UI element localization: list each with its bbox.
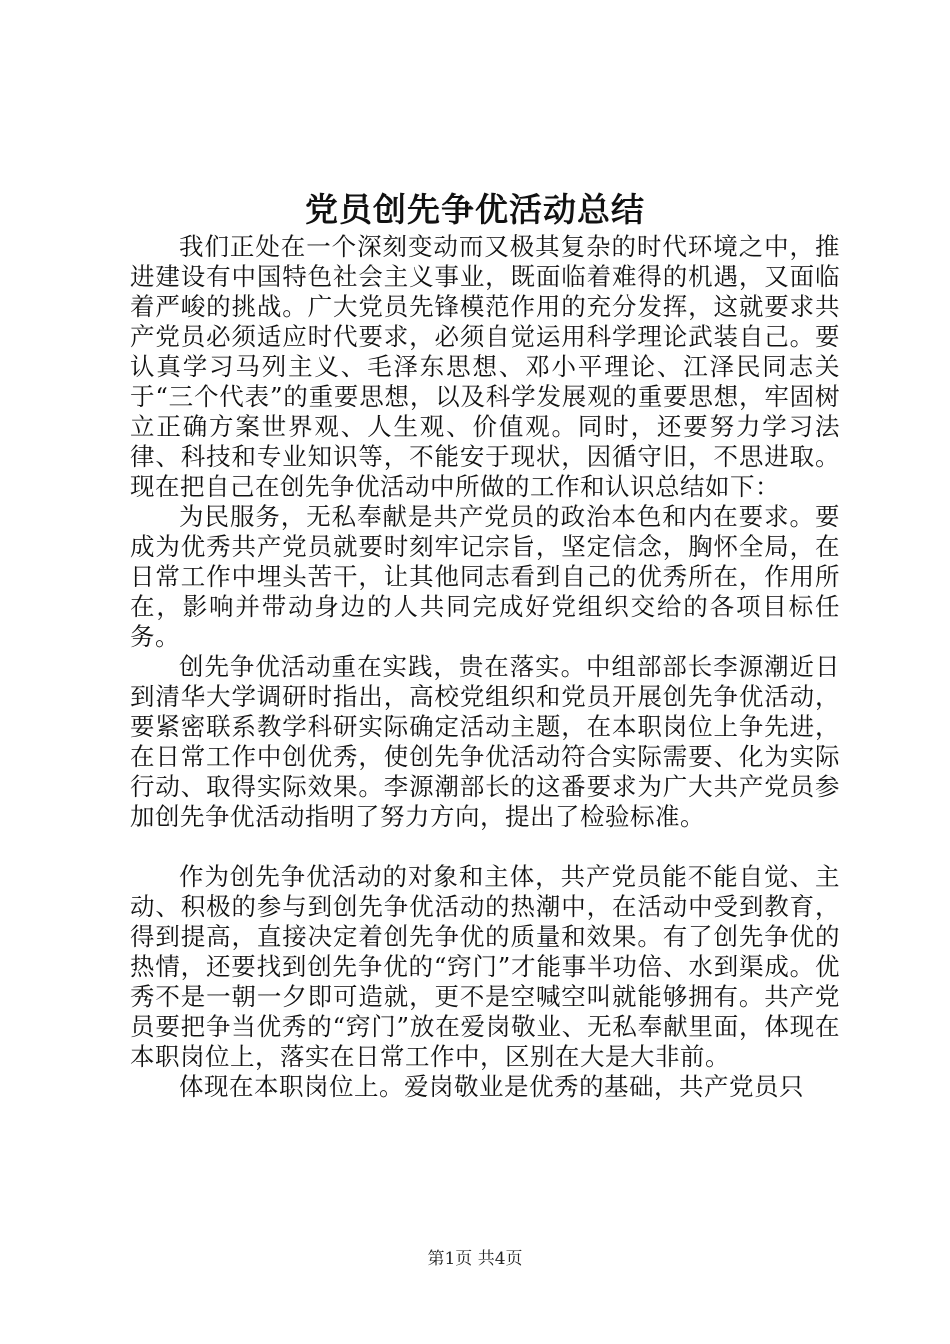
paragraph-spacer xyxy=(130,832,840,862)
paragraph-5: 体现在本职岗位上。爱岗敬业是优秀的基础，共产党员只 xyxy=(179,1072,804,1101)
paragraph-3: 创先争优活动重在实践，贵在落实。中组部部长李源潮近日到清华大学调研时指出，高校党组织和党员开展创先争优活动，要紧密联系教学科研实际确定活动主题，在本职岗位上争先进，在日常工作中创优秀，使创先争优活动符合实际需要、化为实际行动、取得实际效果。李源潮部长的这番要求为广大共产党员参加创先争优活动指明了努力方向，提出了检验标准。 xyxy=(130,652,840,831)
paragraph-2: 为民服务，无私奉献是共产党员的政治本色和内在要求。要成为优秀共产党员就要时刻牢记宗旨，坚定信念，胸怀全局，在日常工作中埋头苦干，让其他同志看到自己的优秀所在，作用所在，影响并带动身边的人共同完成好党组织交给的各项目标任务。 xyxy=(130,502,840,651)
page-number-footer: 第1页 共4页 xyxy=(427,1249,523,1269)
document-body xyxy=(130,232,840,1102)
paragraph-4: 作为创先争优活动的对象和主体，共产党员能不能自觉、主动、积极的参与到创先争优活动的热潮中，在活动中受到教育，得到提高，直接决定着创先争优的质量和效果。有了创先争优的热情，还要找到创先争优的“窍门”才能事半功倍、水到渠成。优秀不是一朝一夕即可造就，更不是空喊空叫就能够拥有。共产党员要把争当优秀的“窍门”放在爱岗敬业、无私奉献里面，体现在本职岗位上，落实在日常工作中，区别在大是大非前。 xyxy=(130,862,840,1071)
document-title: 党员创先争优活动总结 xyxy=(305,190,645,229)
paragraph-1: 我们正处在一个深刻变动而又极其复杂的时代环境之中，推进建设有中国特色社会主义事业，既面临着难得的机遇，又面临着严峻的挑战。广大党员先锋模范作用的充分发挥，这就要求共产党员必须适应时代要求，必须自觉运用科学理论武装自己。要认真学习马列主义、毛泽东思想、邓小平理论、江泽民同志关于“三个代表”的重要思想，以及科学发展观的重要思想，牢固树立正确方案世界观、人生观、价值观。同时，还要努力学习法律、科技和专业知识等，不能安于现状，因循守旧，不思进取。现在把自己在创先争优活动中所做的工作和认识总结如下： xyxy=(130,232,840,501)
